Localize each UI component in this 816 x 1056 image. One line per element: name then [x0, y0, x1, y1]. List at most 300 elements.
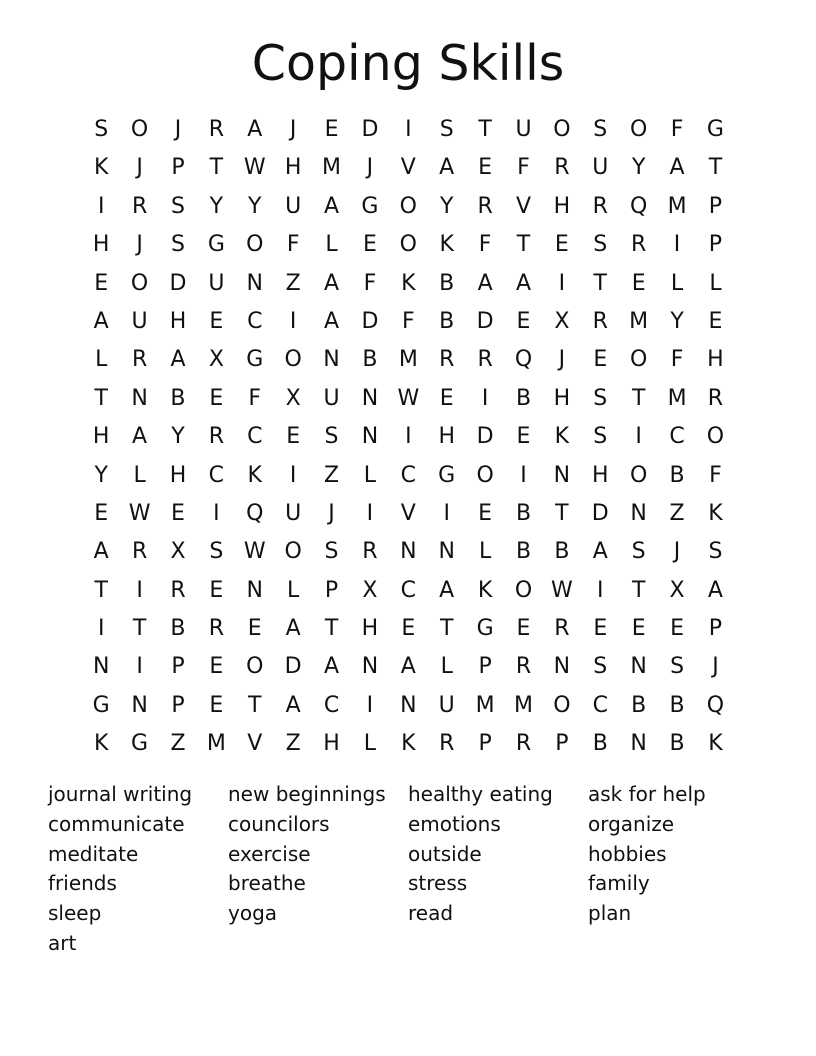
grid-row [82, 610, 736, 648]
grid-letter: K [477, 577, 493, 603]
grid-letter: D [476, 308, 494, 334]
grid-letter: S [324, 539, 339, 565]
grid-letter: Y [631, 155, 646, 181]
grid-letter: O [514, 577, 533, 603]
grid-letter: P [478, 654, 492, 680]
grid-row [82, 572, 736, 610]
grid-letter: I [289, 308, 297, 334]
grid-letter: A [247, 117, 263, 142]
grid-letter: P [171, 155, 185, 181]
grid-letter: R [208, 117, 225, 142]
grid-letter: I [97, 193, 105, 219]
grid-letter: R [170, 577, 186, 603]
grid-letter: D [361, 308, 379, 334]
grid-letter: I [405, 424, 412, 450]
page-title: Coping Skills [251, 35, 565, 92]
grid-letter: N [361, 654, 379, 680]
grid-letter: P [708, 232, 723, 258]
word-list-item: communicate [48, 811, 185, 836]
grid-letter: U [131, 308, 148, 334]
grid-letter: O [130, 270, 149, 296]
word-list [48, 780, 788, 959]
letter-grid [82, 111, 736, 764]
grid-letter: X [669, 577, 685, 603]
grid-letter: J [366, 155, 374, 181]
grid-letter: J [136, 155, 143, 181]
grid-letter: K [708, 731, 723, 757]
grid-letter: Y [248, 193, 262, 219]
grid-letter: C [400, 577, 416, 603]
grid-letter: T [708, 155, 723, 181]
grid-letter: V [400, 500, 416, 526]
grid-letter: M [667, 385, 687, 411]
grid-letter: G [476, 616, 494, 642]
grid-letter: B [669, 692, 685, 718]
grid-letter: N [131, 385, 148, 411]
word-list-item: plan [588, 901, 632, 926]
grid-letter: P [708, 193, 723, 219]
grid-letter: R [131, 347, 148, 373]
grid-letter: U [323, 385, 340, 411]
grid-row [82, 188, 736, 226]
grid-letter: F [478, 232, 492, 258]
grid-letter: L [363, 731, 377, 757]
grid-row [82, 341, 736, 379]
grid-letter: O [246, 654, 264, 680]
grid-letter: G [438, 462, 456, 488]
grid-letter: E [209, 654, 224, 680]
grid-letter: E [362, 232, 377, 258]
grid-letter: O [553, 117, 571, 142]
grid-letter: A [93, 308, 109, 334]
word-list-item: emotions [408, 811, 501, 836]
grid-letter: L [440, 654, 453, 680]
grid-letter: H [169, 308, 187, 334]
grid-letter: Y [94, 462, 108, 488]
grid-letter: O [130, 117, 149, 142]
word-list-item: hobbies [588, 841, 667, 866]
grid-letter: A [669, 155, 685, 181]
grid-letter: E [554, 232, 569, 258]
grid-letter: A [439, 577, 455, 603]
grid-letter: I [405, 117, 412, 142]
grid-letter: I [443, 500, 450, 526]
grid-letter: E [324, 117, 339, 142]
grid-letter: T [94, 577, 108, 603]
grid-letter: M [514, 692, 533, 718]
grid-letter: R [592, 193, 608, 219]
grid-letter: L [325, 232, 338, 258]
grid-letter: P [555, 731, 569, 757]
grid-letter: C [669, 424, 685, 450]
grid-letter: E [631, 270, 646, 296]
grid-letter: W [128, 500, 151, 526]
word-list-item: healthy eating [408, 782, 553, 806]
word-list-item: yoga [228, 901, 278, 926]
grid-letter: A [439, 155, 455, 181]
word-list-item: family [588, 871, 650, 896]
grid-letter: R [208, 616, 225, 642]
grid-letter: I [213, 500, 220, 526]
grid-row [82, 111, 736, 149]
grid-letter: T [324, 616, 339, 642]
grid-letter: P [708, 616, 723, 642]
grid-letter: U [592, 155, 609, 181]
grid-letter: O [553, 692, 571, 718]
grid-letter: F [363, 270, 377, 296]
grid-letter: B [592, 731, 608, 757]
grid-letter: A [592, 539, 608, 565]
grid-letter: G [246, 347, 264, 373]
grid-letter: T [248, 692, 262, 718]
grid-letter: B [554, 539, 570, 565]
grid-letter: A [285, 692, 301, 718]
grid-letter: G [131, 731, 149, 757]
grid-letter: T [555, 500, 569, 526]
grid-letter: U [438, 692, 455, 718]
grid-letter: S [324, 424, 339, 450]
grid-letter: W [551, 577, 573, 603]
grid-letter: X [554, 308, 570, 334]
grid-row [82, 265, 736, 303]
grid-letter: U [285, 193, 302, 219]
grid-letter: F [248, 385, 262, 411]
word-list-item: ask for help [588, 782, 706, 806]
grid-letter: R [515, 731, 532, 757]
grid-letter: N [246, 270, 263, 296]
grid-letter: U [515, 117, 532, 142]
grid-letter: S [593, 232, 608, 258]
grid-letter: L [287, 577, 300, 603]
grid-row [82, 380, 736, 418]
grid-letter: H [92, 232, 110, 258]
grid-letter: N [553, 462, 571, 488]
grid-letter: P [478, 731, 492, 757]
grid-letter: O [284, 347, 302, 373]
grid-letter: C [247, 424, 263, 450]
grid-letter: C [208, 462, 225, 488]
grid-letter: E [94, 500, 109, 526]
grid-letter: H [169, 462, 187, 488]
word-list-item: organize [588, 811, 675, 836]
grid-letter: E [286, 424, 301, 450]
grid-letter: G [92, 692, 110, 718]
grid-letter: L [133, 462, 146, 488]
grid-letter: E [439, 385, 454, 411]
grid-letter: C [323, 692, 340, 718]
grid-letter: F [286, 232, 300, 258]
grid-letter: C [592, 692, 608, 718]
word-list-item: art [48, 930, 77, 955]
grid-letter: O [630, 462, 648, 488]
grid-letter: E [708, 308, 723, 334]
grid-letter: M [629, 308, 649, 334]
grid-letter: A [324, 308, 340, 334]
grid-letter: D [169, 270, 187, 296]
grid-letter: N [553, 654, 571, 680]
grid-letter: Y [171, 424, 185, 450]
grid-letter: S [170, 193, 185, 219]
grid-letter: R [477, 347, 493, 373]
grid-letter: T [439, 616, 454, 642]
grid-letter: B [170, 385, 186, 411]
grid-letter: N [361, 385, 379, 411]
grid-letter: A [515, 270, 532, 296]
grid-letter: Z [285, 731, 301, 757]
grid-letter: J [174, 117, 182, 142]
grid-letter: W [243, 155, 266, 181]
grid-letter: O [706, 424, 725, 450]
grid-row [82, 457, 736, 495]
grid-letter: T [516, 232, 531, 258]
grid-letter: E [631, 616, 646, 642]
grid-letter: E [516, 308, 531, 334]
grid-letter: I [97, 616, 105, 642]
grid-letter: M [322, 155, 342, 181]
grid-letter: H [284, 155, 302, 181]
grid-letter: H [707, 347, 724, 373]
grid-letter: O [399, 232, 417, 258]
grid-letter: A [324, 193, 340, 219]
grid-letter: A [400, 654, 416, 680]
grid-letter: B [669, 462, 685, 488]
grid-letter: T [94, 385, 108, 411]
grid-letter: R [592, 308, 608, 334]
grid-letter: A [93, 539, 109, 565]
grid-letter: T [132, 616, 147, 642]
grid-letter: B [439, 270, 455, 296]
grid-letter: A [285, 616, 301, 642]
grid-letter: T [209, 155, 224, 181]
grid-letter: L [95, 347, 108, 373]
grid-letter: T [631, 577, 646, 603]
grid-letter: E [94, 270, 109, 296]
grid-letter: M [667, 193, 687, 219]
grid-letter: E [209, 385, 224, 411]
grid-letter: J [289, 117, 297, 142]
grid-letter: A [132, 424, 148, 450]
grid-letter: R [131, 193, 148, 219]
grid-letter: A [477, 270, 493, 296]
grid-letter: O [399, 193, 417, 219]
grid-letter: T [593, 270, 607, 296]
grid-letter: Z [170, 731, 186, 757]
grid-letter: O [284, 539, 302, 565]
grid-letter: X [208, 347, 224, 373]
grid-letter: R [439, 347, 455, 373]
grid-letter: A [324, 270, 340, 296]
grid-letter: I [673, 232, 681, 258]
grid-letter: S [631, 539, 646, 565]
grid-letter: S [708, 539, 723, 565]
grid-letter: F [670, 117, 684, 142]
grid-letter: A [707, 577, 723, 603]
grid-letter: R [477, 193, 493, 219]
grid-letter: B [631, 692, 647, 718]
grid-letter: E [478, 155, 493, 181]
grid-letter: M [475, 692, 495, 718]
grid-letter: N [92, 654, 110, 680]
grid-letter: S [670, 654, 685, 680]
grid-letter: R [362, 539, 378, 565]
grid-letter: B [515, 539, 532, 565]
grid-letter: B [515, 385, 532, 411]
grid-letter: N [323, 347, 340, 373]
grid-letter: L [478, 539, 492, 565]
grid-letter: B [669, 731, 685, 757]
grid-letter: J [712, 654, 719, 680]
grid-letter: A [324, 654, 340, 680]
grid-letter: C [247, 308, 263, 334]
grid-letter: B [515, 500, 532, 526]
grid-letter: R [208, 424, 225, 450]
grid-letter: K [401, 270, 416, 296]
grid-letter: S [593, 424, 608, 450]
grid-letter: I [520, 462, 527, 488]
grid-letter: I [136, 577, 143, 603]
grid-letter: S [439, 117, 454, 142]
grid-letter: N [400, 539, 417, 565]
grid-row [82, 495, 736, 533]
grid-letter: F [401, 308, 415, 334]
grid-letter: G [207, 232, 225, 258]
grid-letter: B [362, 347, 378, 373]
grid-letter: N [630, 731, 647, 757]
grid-letter: D [476, 424, 494, 450]
grid-letter: F [709, 462, 722, 488]
grid-letter: N [630, 500, 647, 526]
grid-letter: Y [439, 193, 454, 219]
grid-letter: E [670, 616, 684, 642]
grid-letter: H [361, 616, 379, 642]
grid-letter: K [93, 155, 109, 181]
grid-letter: N [361, 424, 379, 450]
word-list-item: new beginnings [228, 782, 386, 806]
grid-letter: W [397, 385, 420, 411]
grid-letter: O [476, 462, 494, 488]
grid-letter: Z [285, 270, 301, 296]
word-list-item: sleep [48, 901, 102, 926]
grid-letter: J [328, 500, 335, 526]
grid-letter: H [92, 424, 110, 450]
grid-letter: U [285, 500, 302, 526]
word-list-item: read [408, 901, 454, 926]
grid-letter: E [209, 692, 224, 718]
grid-letter: N [246, 577, 263, 603]
grid-letter: Z [669, 500, 685, 526]
grid-letter: A [170, 347, 186, 373]
word-list-item: meditate [48, 841, 139, 866]
grid-letter: D [361, 117, 379, 142]
grid-letter: H [323, 731, 340, 757]
grid-letter: J [136, 232, 143, 258]
grid-letter: S [593, 385, 608, 411]
grid-letter: V [400, 155, 416, 181]
grid-letter: I [366, 500, 374, 526]
grid-letter: S [94, 117, 109, 142]
grid-letter: O [630, 117, 648, 142]
grid-letter: S [593, 654, 608, 680]
grid-letter: K [554, 424, 570, 450]
grid-row [82, 687, 736, 725]
grid-letter: J [673, 539, 681, 565]
grid-letter: C [400, 462, 416, 488]
grid-letter: R [554, 616, 570, 642]
grid-letter: W [243, 539, 266, 565]
grid-letter: R [515, 654, 532, 680]
grid-letter: E [401, 616, 416, 642]
grid-letter: Q [514, 347, 533, 373]
word-list-item: breathe [228, 871, 306, 896]
grid-letter: P [171, 692, 185, 718]
grid-letter: E [478, 500, 493, 526]
grid-letter: I [558, 270, 566, 296]
grid-letter: H [592, 462, 609, 488]
grid-letter: E [593, 347, 608, 373]
grid-letter: K [93, 731, 109, 757]
word-list-item: councilors [228, 811, 330, 836]
grid-letter: L [709, 270, 722, 296]
grid-row [82, 725, 736, 763]
grid-letter: T [631, 385, 646, 411]
grid-letter: E [516, 424, 531, 450]
grid-letter: B [439, 308, 455, 334]
grid-row [82, 533, 736, 571]
grid-row [82, 303, 736, 341]
grid-letter: O [246, 232, 264, 258]
grid-letter: Q [630, 193, 648, 219]
grid-letter: H [553, 385, 571, 411]
grid-letter: K [708, 500, 723, 526]
grid-letter: I [136, 654, 143, 680]
grid-letter: F [517, 155, 530, 181]
grid-letter: N [630, 654, 647, 680]
grid-letter: D [591, 500, 609, 526]
grid-letter: I [635, 424, 642, 450]
grid-row [82, 648, 736, 686]
word-list-item: stress [408, 871, 468, 896]
grid-letter: K [401, 731, 416, 757]
grid-letter: J [558, 347, 566, 373]
grid-letter: N [131, 692, 148, 718]
grid-letter: R [439, 731, 455, 757]
word-list-item: exercise [228, 841, 311, 866]
grid-letter: I [481, 385, 489, 411]
grid-letter: E [171, 500, 185, 526]
grid-letter: H [438, 424, 455, 450]
grid-letter: E [209, 577, 224, 603]
grid-letter: T [478, 117, 492, 142]
grid-row [82, 418, 736, 456]
grid-letter: E [247, 616, 262, 642]
grid-letter: I [597, 577, 604, 603]
grid-letter: S [170, 232, 185, 258]
grid-letter: X [362, 577, 378, 603]
grid-letter: E [593, 616, 608, 642]
grid-letter: I [289, 462, 297, 488]
grid-letter: L [670, 270, 684, 296]
grid-letter: H [553, 193, 571, 219]
word-list-item: journal writing [48, 782, 193, 806]
word-list-item: outside [408, 841, 482, 866]
grid-letter: V [247, 731, 263, 757]
grid-letter: M [398, 347, 418, 373]
grid-letter: O [630, 347, 648, 373]
grid-letter: R [707, 385, 724, 411]
grid-letter: K [247, 462, 262, 488]
grid-letter: P [171, 654, 185, 680]
grid-letter: F [670, 347, 684, 373]
